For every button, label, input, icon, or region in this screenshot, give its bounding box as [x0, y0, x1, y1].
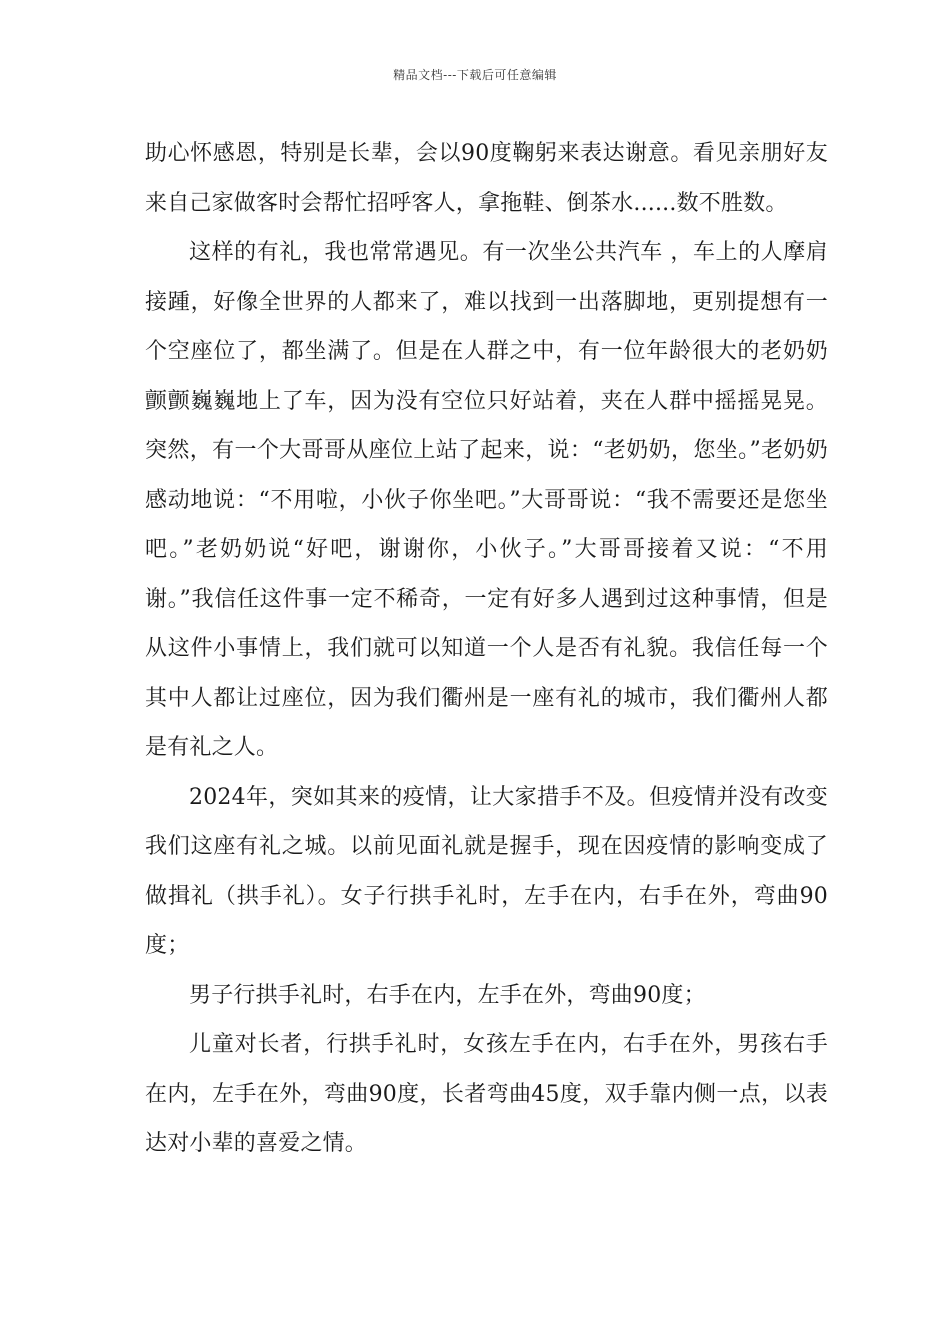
paragraph-4: 男子行拱手礼时，右手在内，左手在外，弯曲90度； — [189, 982, 706, 1008]
paragraph-2: 这样的有礼，我也常常遇见。有一次坐公共汽车 ，车上的人摩肩接踵，好像全世界的人都来了，难以找到一出落脚地，更别提想有一个空座位了，都坐满了。但是在人群之中，有一位年龄很大的老奶奶颤颤巍巍地上了车，因为没有空位只好站着，夹在人群中摇摇晃晃。突然，有一个大哥哥从座位上站了起来，说：“老奶奶，您坐。”老奶奶感动地说：“不用啦，小伙子你坐吧。”大哥哥说：“我不需要还是您坐吧。”老奶奶说“好吧，谢谢你，小伙子。”大哥哥接着又说：“不用谢。”我信任这件事一定不稀奇，一定有好多人遇到过这种事情，但是从这件小事情上，我们就可以知道一个人是否有礼貌。我信任每一个其中人都让过座位，因为我们衢州是一座有礼的城市，我们衢州人都是有礼之人。 — [145, 240, 828, 760]
paragraph-5: 儿童对长者，行拱手礼时，女孩左手在内，右手在外，男孩右手在内，左手在外，弯曲90度，长者弯曲45度，双手靠内侧一点，以表达对小辈的喜爱之情。 — [145, 1032, 828, 1156]
document-body — [145, 129, 828, 1169]
paragraph-3: 2024年，突如其来的疫情，让大家措手不及。但疫情并没有改变我们这座有礼之城。以前见面礼就是握手，现在因疫情的影响变成了做揖礼（拱手礼）。女子行拱手礼时，左手在内，右手在外，弯曲90度； — [145, 784, 828, 958]
page-header: 精品文档---下载后可任意编辑 — [393, 68, 557, 82]
paragraph-1: 助心怀感恩，特别是长辈，会以90度鞠躬来表达谢意。看见亲朋好友来自己家做客时会帮忙招呼客人，拿拖鞋、倒茶水......数不胜数。 — [145, 141, 828, 216]
